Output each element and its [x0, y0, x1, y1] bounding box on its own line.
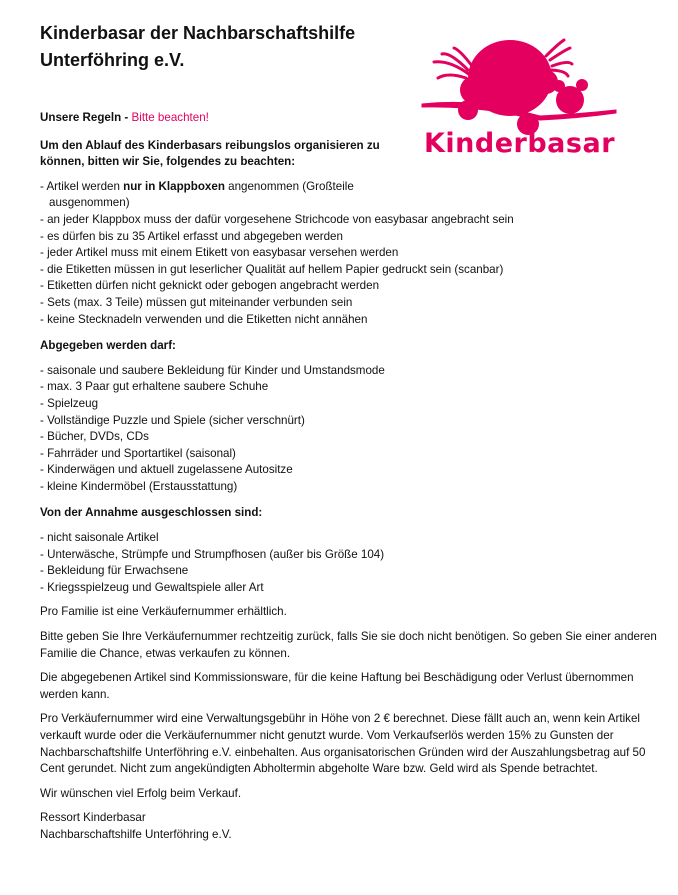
document-body	[40, 110, 660, 844]
rule-text: Artikel werden	[46, 179, 124, 193]
list-item: - Spielzeug	[40, 396, 660, 413]
list-item: - Sets (max. 3 Teile) müssen gut miteinander verbunden sein	[40, 295, 669, 312]
title-line-2: Unterföhring e.V.	[40, 50, 185, 70]
paragraph-seller-number: Pro Familie ist eine Verkäufernummer erhältlich.	[40, 605, 287, 619]
rules-heading-label: Unsere Regeln -	[40, 111, 129, 124]
paragraph-closing: Wir wünschen viel Erfolg beim Verkauf.	[40, 786, 242, 800]
page-title	[40, 20, 420, 74]
list-item: - max. 3 Paar gut erhaltene saubere Schuhe	[40, 379, 660, 396]
signature-line-2: Nachbarschaftshilfe Unterföhring e.V.	[40, 827, 232, 841]
list-item: - Unterwäsche, Strümpfe und Strumpfhosen (außer bis Größe 104)	[40, 547, 660, 564]
paragraph-liability: Die abgegebenen Artikel sind Kommissionsware, für die keine Haftung bei Beschädigung oder Verlust übernommen werden kann.	[40, 671, 634, 701]
allowed-list	[40, 363, 660, 496]
list-item: - es dürfen bis zu 35 Artikel erfasst und abgegeben werden	[40, 229, 669, 246]
list-item: - Fahrräder und Sportartikel (saisonal)	[40, 446, 660, 463]
rules-list	[40, 179, 660, 328]
rules-heading-accent: Bitte beachten!	[131, 111, 209, 124]
rule-emphasis: nur in Klappboxen	[123, 179, 225, 193]
excluded-list	[40, 530, 660, 596]
list-item: - nicht saisonale Artikel	[40, 530, 660, 547]
excluded-heading: Von der Annahme ausgeschlossen sind:	[40, 506, 263, 520]
list-item: - keine Stecknadeln verwenden und die Etiketten nicht annähen	[40, 312, 669, 329]
list-item: - Kinderwägen und aktuell zugelassene Autositze	[40, 462, 660, 479]
allowed-heading: Abgegeben werden darf:	[40, 339, 176, 353]
list-item: - Kriegsspielzeug und Gewaltspiele aller Art	[40, 580, 660, 597]
list-item: - Bücher, DVDs, CDs	[40, 429, 660, 446]
list-item: - kleine Kindermöbel (Erstausstattung)	[40, 479, 660, 496]
rules-heading	[40, 110, 660, 127]
list-item	[40, 179, 419, 212]
logo-wordmark: Kinderbasar	[424, 128, 616, 159]
signature	[40, 810, 660, 843]
rule-text: angenommen (Großteile ausgenommen)	[49, 179, 354, 210]
list-item: - saisonale und saubere Bekleidung für Kinder und Umstandsmode	[40, 363, 660, 380]
signature-line-1: Ressort Kinderbasar	[40, 811, 146, 825]
paragraph-return-number: Bitte geben Sie Ihre Verkäufernummer rechtzeitig zurück, falls Sie sie doch nicht benötigen. So geben Sie einer anderen Familie die Chance, etwas verkaufen zu können.	[40, 630, 657, 660]
list-item: - Etiketten dürfen nicht geknickt oder gebogen angebracht werden	[40, 278, 669, 295]
list-item: - an jeder Klappbox muss der dafür vorgesehene Strichcode von easybasar angebracht sein	[40, 212, 669, 229]
list-item: - Vollständige Puzzle und Spiele (sicher verschnürt)	[40, 413, 660, 430]
intro-text: Um den Ablauf des Kinderbasars reibungslos organisieren zu können, bitten wir Sie, folgendes zu beachten:	[40, 138, 380, 169]
list-item: - jeder Artikel muss mit einem Etikett von easybasar versehen werden	[40, 245, 669, 262]
list-item: - die Etiketten müssen in gut leserlicher Qualität auf hellem Papier gedruckt sein (scanbar)	[40, 262, 669, 279]
title-line-1: Kinderbasar der Nachbarschaftshilfe	[40, 23, 356, 43]
paragraph-fees: Pro Verkäufernummer wird eine Verwaltungsgebühr in Höhe von 2 € berechnet. Diese fällt auch an, wenn kein Artikel verkauft wurde oder die Verkäufernummer nicht genutzt wurde. Vom Verkaufserlös werden 15% zu Gunsten der Nachbarschaftshilfe Unterföhring e.V. einbehalten. Aus organisatorischen Gründen wird der Auszahlungsbetrag auf 50 Cent gerundet. Nicht zum angekündigten Abholtermin abgeholte Ware bzw. Geld wird als Spende betrachtet.	[40, 712, 646, 776]
list-item: - Bekleidung für Erwachsene	[40, 563, 660, 580]
